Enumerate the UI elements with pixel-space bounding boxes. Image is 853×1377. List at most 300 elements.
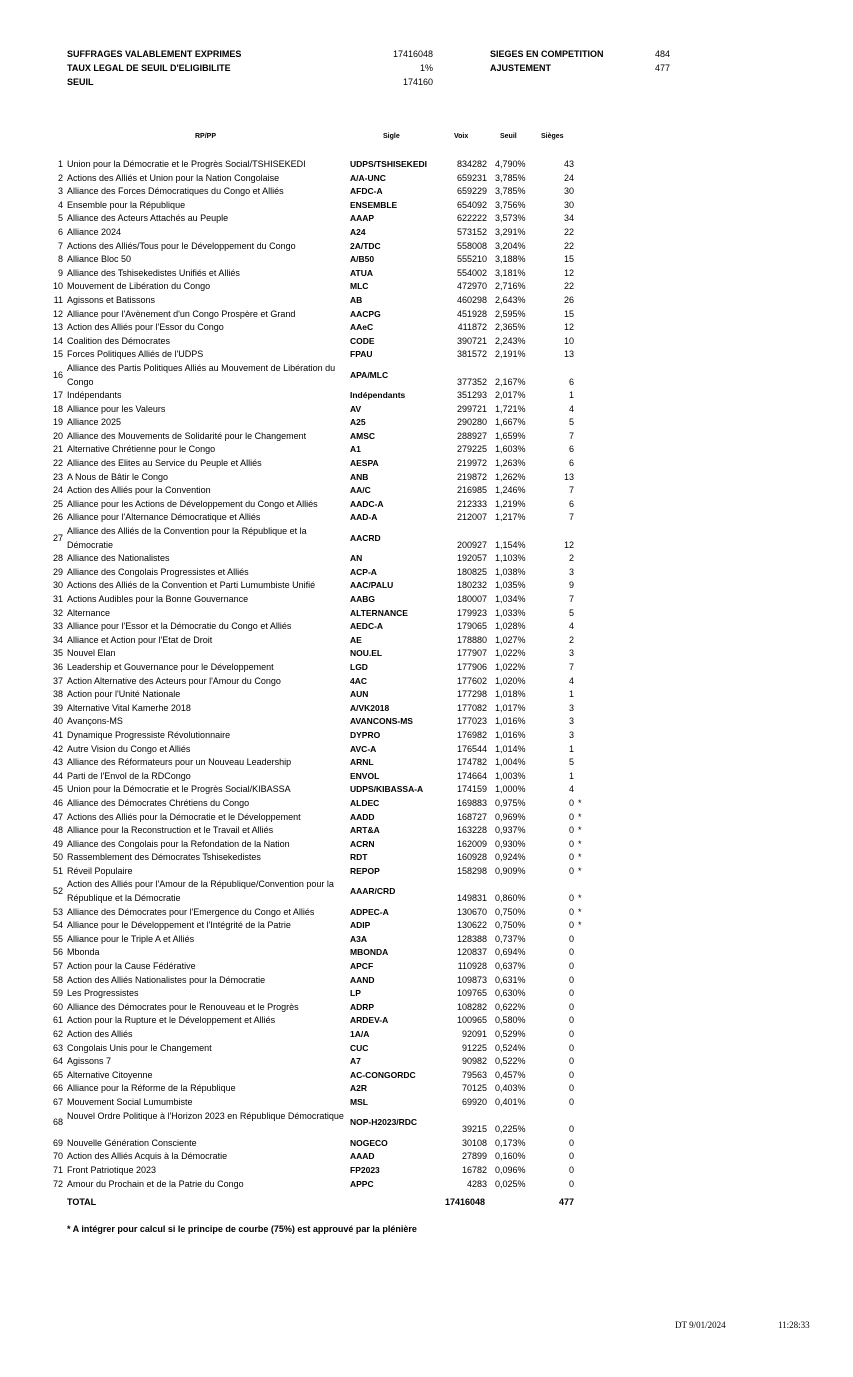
party-seuil: 1,018% (495, 689, 526, 700)
party-sieges: 2 (568, 634, 574, 645)
table-row (0, 1096, 853, 1110)
party-name: Indépendants (67, 390, 122, 401)
party-seuil: 2,716% (495, 281, 526, 292)
party-sigle: CUC (350, 1042, 369, 1053)
party-sigle: A1 (350, 444, 361, 455)
party-seuil: 1,721% (495, 403, 526, 414)
party-sigle: 4AC (350, 675, 368, 686)
row-number: 32 (52, 607, 63, 618)
party-seuil: 0,524% (495, 1042, 526, 1053)
table-row (0, 1164, 853, 1178)
party-voix: 177602 (456, 675, 487, 686)
party-name: Mouvement Social Lumumbiste (67, 1096, 193, 1107)
party-voix: 110928 (457, 961, 487, 972)
party-seuil: 0,630% (495, 988, 526, 999)
party-sieges: 0 (568, 1056, 574, 1067)
party-voix: 219872 (456, 471, 487, 482)
party-sieges: 1 (568, 743, 574, 754)
party-name: Avançons-MS (67, 716, 123, 727)
party-seuil: 0,173% (495, 1137, 526, 1148)
party-voix: 288927 (456, 430, 487, 441)
party-voix: 179923 (456, 607, 487, 618)
party-voix: 177023 (456, 716, 487, 727)
party-sieges: 24 (563, 172, 574, 183)
row-number: 21 (52, 444, 63, 455)
row-number: 44 (52, 770, 63, 781)
party-sigle: AAND (350, 974, 375, 985)
party-sigle: AAAR/CRD (350, 886, 396, 897)
party-name: Alliance pour les Valeurs (67, 403, 166, 414)
table-row (0, 675, 853, 689)
party-sieges: 0 (568, 974, 574, 985)
party-sieges: 30 (563, 199, 574, 210)
row-number: 30 (52, 580, 63, 591)
party-sieges: 0 (568, 906, 574, 917)
table-row (0, 280, 853, 294)
party-seuil: 0,694% (495, 947, 526, 958)
party-sieges: 13 (563, 349, 574, 360)
party-sieges: 4 (568, 403, 574, 414)
row-number: 69 (52, 1137, 63, 1148)
row-number: 59 (52, 988, 63, 999)
row-number: 7 (57, 240, 63, 251)
party-voix: 149831 (456, 893, 487, 904)
party-sigle: A7 (350, 1056, 361, 1067)
party-name: Action pour l'Unité Nationale (67, 689, 181, 700)
party-name: Action des Alliés pour l'Essor du Congo (67, 322, 224, 333)
party-star: * (578, 838, 582, 849)
party-sigle: APCF (350, 961, 374, 972)
party-voix: 120837 (456, 947, 487, 958)
party-voix: 200927 (456, 539, 487, 550)
party-sieges: 4 (568, 675, 574, 686)
party-seuil: 1,033% (495, 607, 526, 618)
row-number: 39 (52, 702, 63, 713)
party-sigle: 2A/TDC (350, 240, 381, 251)
table-row (0, 946, 853, 960)
row-number: 25 (52, 498, 63, 509)
party-name: Alternative Vital Kamerhe 2018 (67, 702, 191, 713)
party-sigle: AFDC-A (350, 186, 383, 197)
party-sieges: 0 (568, 825, 574, 836)
party-seuil: 2,191% (495, 349, 526, 360)
party-name: Agissons et Batissons (67, 294, 156, 305)
party-sieges: 3 (568, 648, 574, 659)
party-sieges: 10 (563, 335, 574, 346)
row-number: 2 (57, 172, 63, 183)
party-sigle: AAAD (350, 1151, 375, 1162)
party-voix: 109765 (456, 988, 487, 999)
row-number: 19 (52, 417, 63, 428)
party-seuil: 0,937% (495, 825, 526, 836)
table-row (0, 403, 853, 417)
party-sieges: 12 (563, 267, 574, 278)
party-seuil: 0,737% (495, 933, 526, 944)
party-name: Action des Alliés Nationalistes pour la Démocratie (67, 974, 266, 985)
party-seuil: 0,750% (495, 920, 526, 931)
row-number: 55 (52, 933, 63, 944)
total-voix: 17416048 (444, 1197, 485, 1207)
party-sigle: ADIP (350, 920, 371, 931)
row-number: 47 (52, 811, 63, 822)
total-sieges: 477 (558, 1197, 574, 1207)
party-sieges: 34 (563, 213, 574, 224)
party-seuil: 1,003% (495, 770, 526, 781)
party-seuil: 1,103% (495, 553, 526, 564)
party-sieges: 0 (568, 838, 574, 849)
table-row (0, 661, 853, 675)
row-number: 34 (52, 634, 63, 645)
party-name: Autre Vision du Congo et Alliés (67, 743, 191, 754)
party-seuil: 0,529% (495, 1029, 526, 1039)
party-voix: 381572 (456, 349, 487, 360)
party-sigle: UDPS/TSHISEKEDI (350, 159, 427, 169)
party-sieges: 22 (563, 240, 574, 251)
party-seuil: 1,034% (495, 594, 526, 604)
party-seuil: 3,188% (495, 254, 526, 265)
party-voix: 177298 (456, 689, 487, 700)
table-row (0, 484, 853, 498)
party-seuil: 1,016% (495, 729, 526, 740)
table-row (0, 743, 853, 757)
party-voix: 108282 (456, 1001, 487, 1012)
party-voix: 558008 (456, 240, 487, 251)
party-name: Action des Alliés pour la Convention (67, 485, 211, 496)
party-sigle: A/VK2018 (350, 702, 390, 713)
row-number: 52 (52, 886, 63, 897)
row-number: 49 (52, 838, 63, 849)
row-number: 1 (57, 159, 63, 169)
party-seuil: 1,017% (495, 702, 526, 713)
party-sigle: AAeC (350, 322, 374, 333)
party-sieges: 12 (563, 322, 574, 333)
party-voix: 92091 (461, 1029, 487, 1039)
column-header-seuil: Seuil (500, 133, 517, 140)
table-row (0, 240, 853, 254)
party-seuil: 0,580% (495, 1015, 526, 1026)
row-number: 53 (52, 906, 63, 917)
party-voix: 180825 (456, 566, 487, 577)
table-row (0, 715, 853, 729)
party-sigle: A/A-UNC (350, 172, 386, 183)
party-name: Alliance 2025 (67, 417, 122, 428)
row-number: 33 (52, 621, 63, 632)
party-sigle: ENSEMBLE (350, 199, 398, 210)
party-name: Alliance des Alliés de la Convention pour la République et la Démocratie (67, 526, 307, 550)
party-sieges: 7 (568, 485, 574, 496)
party-name: Ensemble pour la République (67, 199, 186, 210)
party-name: Actions des Alliés pour la Démocratie et le Développement (67, 811, 301, 822)
table-row (0, 321, 853, 335)
party-sieges: 0 (568, 1178, 574, 1189)
party-sigle: ART&A (350, 825, 380, 836)
party-sigle: REPOP (350, 865, 380, 876)
row-number: 4 (57, 199, 63, 210)
party-voix: 573152 (456, 226, 487, 237)
party-seuil: 1,014% (495, 743, 526, 754)
table-row (0, 974, 853, 988)
party-seuil: 1,000% (495, 784, 526, 795)
party-name: Alliance des Congolais Progressistes et Alliés (67, 566, 249, 577)
party-sigle: ANB (350, 471, 369, 482)
table-row (0, 756, 853, 770)
table-row (0, 267, 853, 281)
party-name: Union pour la Démocratie et le Progrès Social/TSHISEKEDI (67, 159, 306, 169)
table-row (0, 620, 853, 634)
party-seuil: 0,860% (495, 893, 526, 904)
party-voix: 180007 (456, 594, 487, 604)
party-sigle: AAD-A (350, 512, 378, 523)
party-sigle: MSL (350, 1096, 368, 1107)
table-row (0, 960, 853, 974)
party-seuil: 1,603% (495, 444, 526, 455)
party-sieges: 6 (568, 444, 574, 455)
party-voix: 654092 (456, 199, 487, 210)
party-star: * (578, 797, 582, 808)
party-name: Alliance pour la Reconstruction et le Travail et Alliés (67, 825, 274, 836)
party-sigle: APPC (350, 1178, 374, 1189)
party-sigle: APA/MLC (350, 369, 389, 380)
party-seuil: 0,403% (495, 1083, 526, 1094)
party-seuil: 1,217% (495, 512, 526, 523)
party-name: Alliance Bloc 50 (67, 254, 132, 265)
table-row (0, 185, 853, 199)
party-name: Agissons 7 (67, 1056, 112, 1067)
party-sieges: 4 (568, 621, 574, 632)
party-sigle: ADRP (350, 1001, 375, 1012)
party-sieges: 0 (568, 1015, 574, 1026)
party-sigle: LP (350, 988, 361, 999)
party-sigle: AE (350, 634, 362, 645)
party-voix: 212007 (456, 512, 487, 523)
party-voix: 177907 (456, 648, 487, 659)
summary-value-taux: 1% (419, 63, 433, 73)
footer-time: 11:28:33 (778, 1320, 810, 1330)
table-row (0, 348, 853, 362)
party-sieges: 0 (568, 1124, 574, 1135)
party-name: Réveil Populaire (67, 865, 133, 876)
party-sigle: AADD (350, 811, 375, 822)
party-seuil: 1,219% (495, 498, 526, 509)
party-voix: 130670 (456, 906, 487, 917)
row-number: 66 (52, 1083, 63, 1094)
party-voix: 174159 (456, 784, 487, 795)
column-header-sieges: Sièges (541, 133, 564, 140)
row-number: 61 (52, 1015, 63, 1026)
party-seuil: 1,154% (495, 539, 526, 550)
party-seuil: 1,262% (495, 471, 526, 482)
row-number: 50 (52, 852, 63, 863)
party-sieges: 15 (563, 308, 574, 319)
party-sigle: AVC-A (350, 743, 377, 754)
party-seuil: 0,909% (495, 865, 526, 876)
party-name: Leadership et Gouvernance pour le Développement (67, 661, 274, 672)
row-number: 46 (52, 797, 63, 808)
party-sigle: A24 (350, 226, 366, 237)
party-seuil: 0,631% (495, 974, 526, 985)
party-sieges: 15 (563, 254, 574, 265)
party-name: Alliance des Acteurs Attachés au Peuple (67, 213, 229, 224)
party-sieges: 30 (563, 186, 574, 197)
party-name: Alliance des Réformateurs pour un Nouveau Leadership (67, 757, 292, 768)
party-sigle: FP2023 (350, 1164, 380, 1175)
party-sieges: 3 (568, 566, 574, 577)
party-sigle: CODE (350, 335, 375, 346)
party-star: * (578, 906, 582, 917)
party-sieges: 1 (568, 390, 574, 401)
row-number: 57 (52, 961, 63, 972)
party-seuil: 1,022% (495, 661, 526, 672)
party-seuil: 0,025% (495, 1178, 526, 1189)
party-sieges: 0 (568, 961, 574, 972)
party-name: Alliance des Elites au Service du Peuple et Alliés (67, 458, 262, 469)
party-sieges: 0 (568, 1042, 574, 1053)
party-voix: 177082 (456, 702, 487, 713)
party-voix: 659229 (456, 186, 487, 197)
table-row (0, 308, 853, 322)
party-voix: 622222 (456, 213, 487, 224)
party-sigle: RDT (350, 852, 368, 863)
table-row (0, 688, 853, 702)
party-star: * (578, 852, 582, 863)
party-seuil: 3,756% (495, 199, 526, 210)
row-number: 35 (52, 648, 63, 659)
column-header-sigle: Sigle (383, 133, 400, 140)
party-seuil: 0,750% (495, 906, 526, 917)
party-voix: 180232 (456, 580, 487, 591)
party-seuil: 2,017% (495, 390, 526, 401)
party-voix: 100965 (456, 1015, 487, 1026)
row-number: 20 (52, 430, 63, 441)
party-voix: 109873 (456, 974, 487, 985)
table-row (0, 987, 853, 1001)
party-sigle: ATUA (350, 267, 373, 278)
table-row (0, 770, 853, 784)
party-voix: 169883 (456, 797, 487, 808)
party-voix: 176982 (456, 729, 487, 740)
party-seuil: 0,457% (495, 1069, 526, 1080)
column-header-voix: Voix (454, 133, 469, 140)
table-row (0, 1001, 853, 1015)
table-row (0, 212, 853, 226)
party-sigle: A2R (350, 1083, 368, 1094)
party-sigle: MLC (350, 281, 369, 292)
party-sigle: ENVOL (350, 770, 380, 781)
party-name: Alliance pour l'Avènement d'un Congo Prospère et Grand (67, 308, 296, 319)
party-voix: 377352 (456, 376, 487, 387)
party-voix: 192057 (456, 553, 487, 564)
party-name: Coalition des Démocrates (67, 335, 171, 346)
party-sieges: 9 (568, 580, 574, 591)
row-number: 31 (52, 594, 63, 604)
party-seuil: 3,181% (495, 267, 526, 278)
summary-label-seuil: SEUIL (67, 77, 94, 87)
party-sieges: 3 (568, 702, 574, 713)
row-number: 37 (52, 675, 63, 686)
party-name: Alternance (67, 607, 111, 618)
party-voix: 130622 (456, 920, 487, 931)
table-row (0, 1150, 853, 1164)
table-row (0, 1028, 853, 1042)
party-sigle: AACPG (350, 308, 381, 319)
party-voix: 290280 (456, 417, 487, 428)
party-name: Alliance pour l'Essor et la Démocratie du Congo et Alliés (67, 621, 292, 632)
row-number: 68 (52, 1117, 63, 1128)
party-seuil: 0,924% (495, 852, 526, 863)
table-row (0, 607, 853, 621)
party-sigle: AABG (350, 594, 376, 604)
party-sigle: AA/C (350, 485, 371, 496)
party-sieges: 0 (568, 1164, 574, 1175)
party-name: Alliance des Démocrates pour l'Emergence du Congo et Alliés (67, 906, 315, 917)
party-voix: 39215 (461, 1124, 487, 1135)
party-sieges: 0 (568, 1029, 574, 1039)
summary-value-sieges: 484 (654, 49, 670, 59)
row-number: 11 (53, 294, 63, 305)
party-seuil: 1,020% (495, 675, 526, 686)
party-sigle: AACRD (350, 532, 381, 543)
party-seuil: 3,785% (495, 186, 526, 197)
party-seuil: 1,659% (495, 430, 526, 441)
party-sieges: 43 (563, 159, 574, 169)
party-sieges: 0 (568, 1069, 574, 1080)
party-seuil: 0,160% (495, 1151, 526, 1162)
party-sigle: AAAP (350, 213, 375, 224)
footnote: * A intégrer pour calcul si le principe de courbe (75%) est approuvé par la plénière (67, 1224, 417, 1234)
party-star: * (578, 825, 582, 836)
party-sieges: 5 (568, 607, 574, 618)
party-sigle: NOP-H2023/RDC (350, 1117, 418, 1128)
row-number: 15 (52, 349, 63, 360)
party-voix: 160928 (456, 852, 487, 863)
party-sigle: ACRN (350, 838, 375, 849)
table-row (0, 457, 853, 471)
table-row (0, 1178, 853, 1192)
party-name: Forces Politiques Alliés de l'UDPS (67, 349, 204, 360)
party-seuil: 0,622% (495, 1001, 526, 1012)
party-sieges: 26 (563, 294, 574, 305)
party-seuil: 1,004% (495, 757, 526, 768)
table-row (0, 1055, 853, 1069)
party-name: Alliance des Partis Politiques Alliés au Mouvement de Libération du Congo (67, 362, 336, 387)
row-number: 13 (52, 322, 63, 333)
party-name: Action Alternative des Acteurs pour l'Amour du Congo (67, 675, 281, 686)
table-row (0, 471, 853, 485)
table-row (0, 294, 853, 308)
table-row (0, 362, 853, 389)
party-seuil: 0,096% (495, 1164, 526, 1175)
summary-label-suffrages: SUFFRAGES VALABLEMENT EXPRIMES (67, 49, 242, 59)
party-sieges: 0 (568, 811, 574, 822)
summary-value-seuil: 174160 (402, 77, 433, 87)
party-sigle: AEDC-A (350, 621, 384, 632)
row-number: 14 (52, 335, 63, 346)
row-number: 28 (52, 553, 63, 564)
row-number: 9 (57, 267, 63, 278)
row-number: 17 (52, 390, 63, 401)
party-sieges: 0 (568, 947, 574, 958)
party-voix: 158298 (456, 865, 487, 876)
party-sigle: UDPS/KIBASSA-A (350, 784, 424, 795)
party-name: Alliance pour le Développement et l'Intégrité de la Patrie (67, 920, 291, 931)
party-name: Action pour la Rupture et le Développement et Alliés (67, 1015, 276, 1026)
party-seuil: 0,975% (495, 797, 526, 808)
party-name: Rassemblement des Démocrates Tshisekedistes (67, 852, 261, 863)
party-sieges: 0 (568, 865, 574, 876)
footer-date: DT 9/01/2024 (675, 1320, 726, 1330)
party-seuil: 2,643% (495, 294, 526, 305)
table-row (0, 729, 853, 743)
